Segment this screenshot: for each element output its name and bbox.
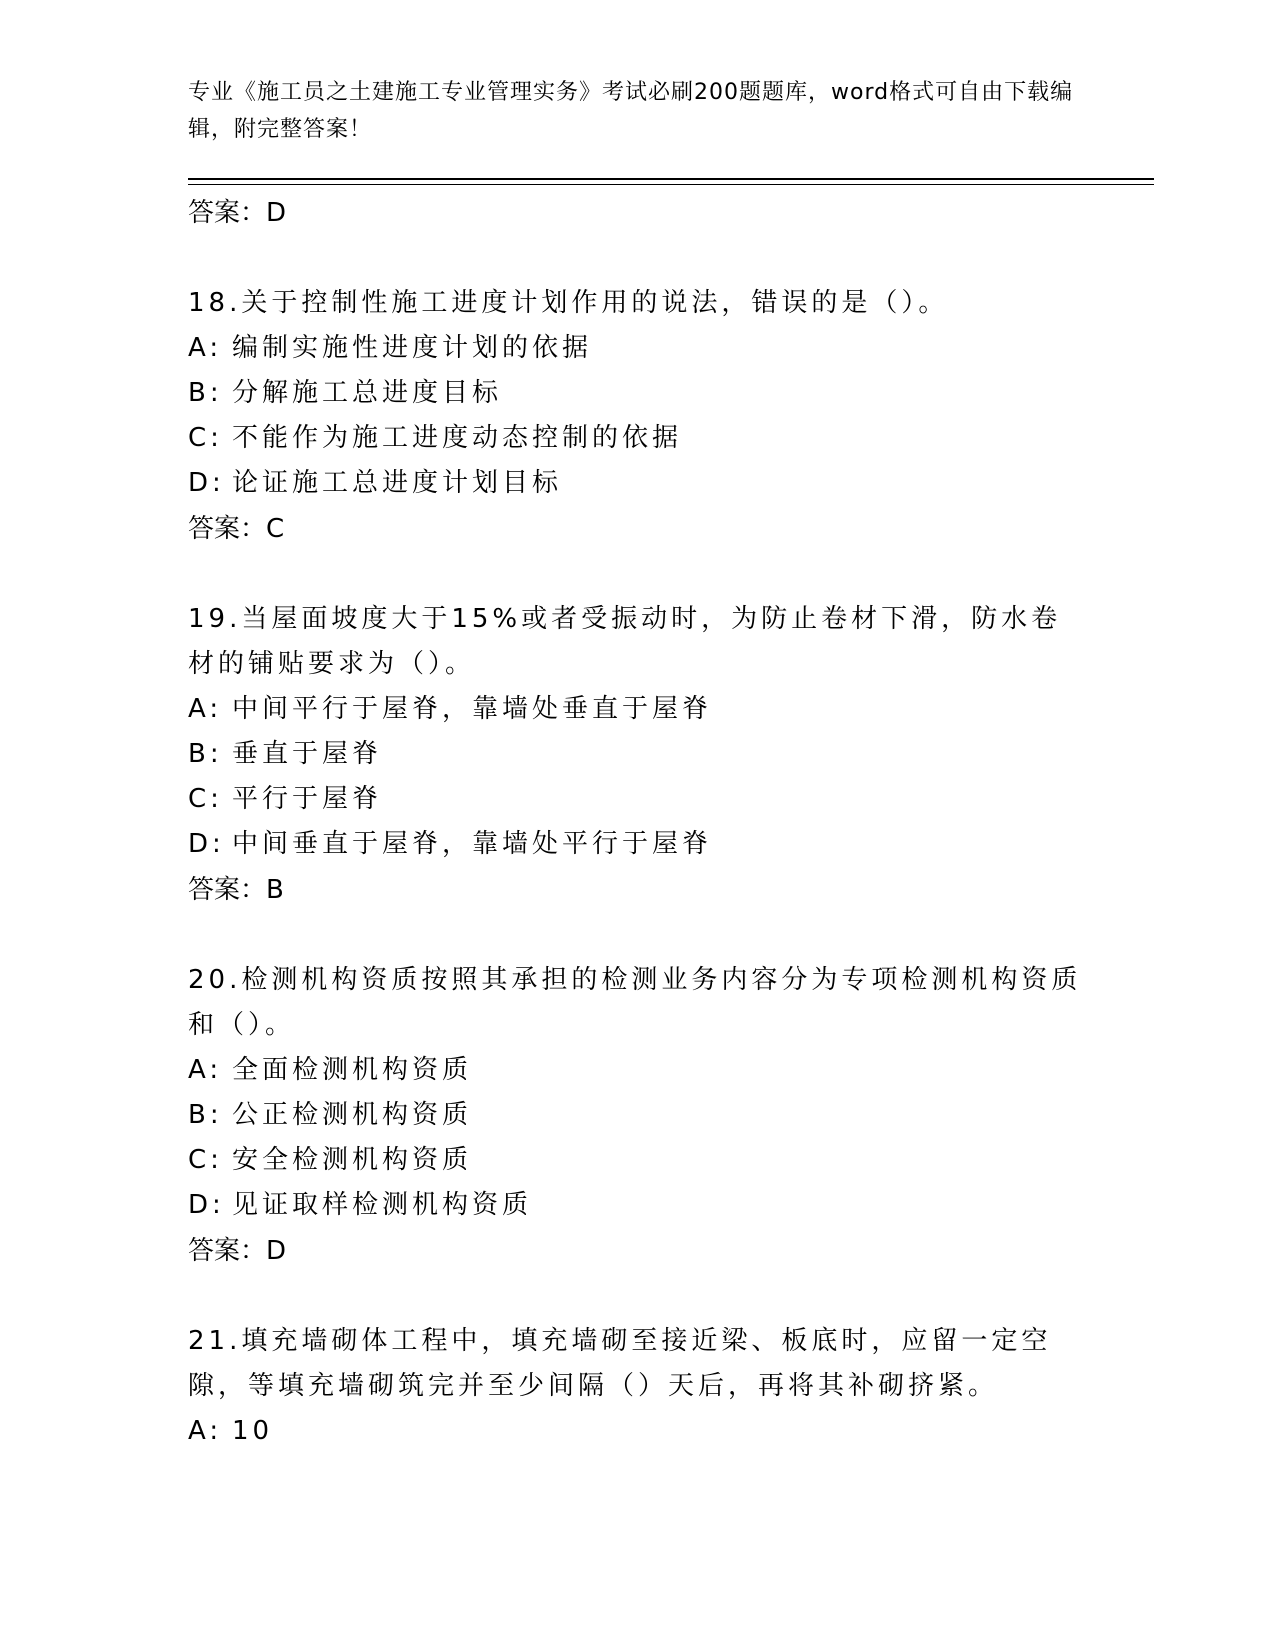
option-letter: D:	[188, 1190, 225, 1220]
option-text: 不能作为施工进度动态控制的依据	[232, 423, 683, 453]
option-letter: A:	[188, 1416, 223, 1446]
option-text: 中间垂直于屋脊，靠墙处平行于屋脊	[232, 829, 713, 859]
option-c	[188, 777, 1088, 822]
option-text: 垂直于屋脊	[232, 739, 383, 769]
option-d	[188, 822, 1088, 867]
option-a	[188, 1048, 1088, 1093]
option-letter: C:	[188, 784, 223, 814]
option-text: 全面检测机构资质	[232, 1055, 473, 1085]
document-body	[188, 190, 1088, 1454]
answer-line: 答案：D	[188, 198, 287, 228]
question-stem: 19.当屋面坡度大于15%或者受振动时，为防止卷材下滑，防水卷材的铺贴要求为（）。	[188, 604, 1062, 679]
option-letter: A:	[188, 333, 223, 363]
question-block	[188, 597, 1088, 913]
option-c	[188, 416, 1088, 461]
question-stem: 18.关于控制性施工进度计划作用的说法，错误的是（）。	[188, 288, 949, 318]
header-divider-thick	[188, 178, 1154, 180]
option-letter: A:	[188, 1055, 223, 1085]
page-header: 专业《施工员之土建施工专业管理实务》考试必刷200题题库，word格式可自由下载编辑，附完整答案！	[188, 80, 1074, 142]
option-letter: D:	[188, 468, 225, 498]
question-stem: 21.填充墙砌体工程中，填充墙砌至接近梁、板底时，应留一定空隙，等填充墙砌筑完并至少间隔（）天后，再将其补砌挤紧。	[188, 1326, 1052, 1401]
option-letter: B:	[188, 739, 223, 769]
option-b	[188, 371, 1088, 416]
option-text: 分解施工总进度目标	[232, 378, 503, 408]
option-text: 公正检测机构资质	[232, 1100, 473, 1130]
option-text: 10	[232, 1416, 274, 1446]
option-c	[188, 1138, 1088, 1183]
option-letter: B:	[188, 378, 223, 408]
question-block	[188, 958, 1088, 1274]
question-stem: 20.检测机构资质按照其承担的检测业务内容分为专项检测机构资质和（）。	[188, 965, 1082, 1040]
answer-line: 答案：C	[188, 514, 285, 544]
option-text: 论证施工总进度计划目标	[232, 468, 563, 498]
option-letter: C:	[188, 423, 223, 453]
answer-line: 答案：B	[188, 875, 284, 905]
option-text: 编制实施性进度计划的依据	[232, 333, 593, 363]
answer-line: 答案：D	[188, 1236, 287, 1266]
question-block	[188, 1319, 1088, 1454]
option-a	[188, 1409, 1088, 1454]
option-letter: D:	[188, 829, 225, 859]
option-a	[188, 687, 1088, 732]
option-a	[188, 326, 1088, 371]
option-text: 安全检测机构资质	[232, 1145, 473, 1175]
option-letter: C:	[188, 1145, 223, 1175]
option-text: 中间平行于屋脊，靠墙处垂直于屋脊	[232, 694, 713, 724]
option-b	[188, 732, 1088, 777]
option-b	[188, 1093, 1088, 1138]
option-text: 见证取样检测机构资质	[232, 1190, 533, 1220]
option-text: 平行于屋脊	[232, 784, 383, 814]
question-block	[188, 281, 1088, 552]
header-divider-thin	[188, 184, 1154, 185]
option-d	[188, 461, 1088, 506]
option-d	[188, 1183, 1088, 1228]
option-letter: B:	[188, 1100, 223, 1130]
option-letter: A:	[188, 694, 223, 724]
